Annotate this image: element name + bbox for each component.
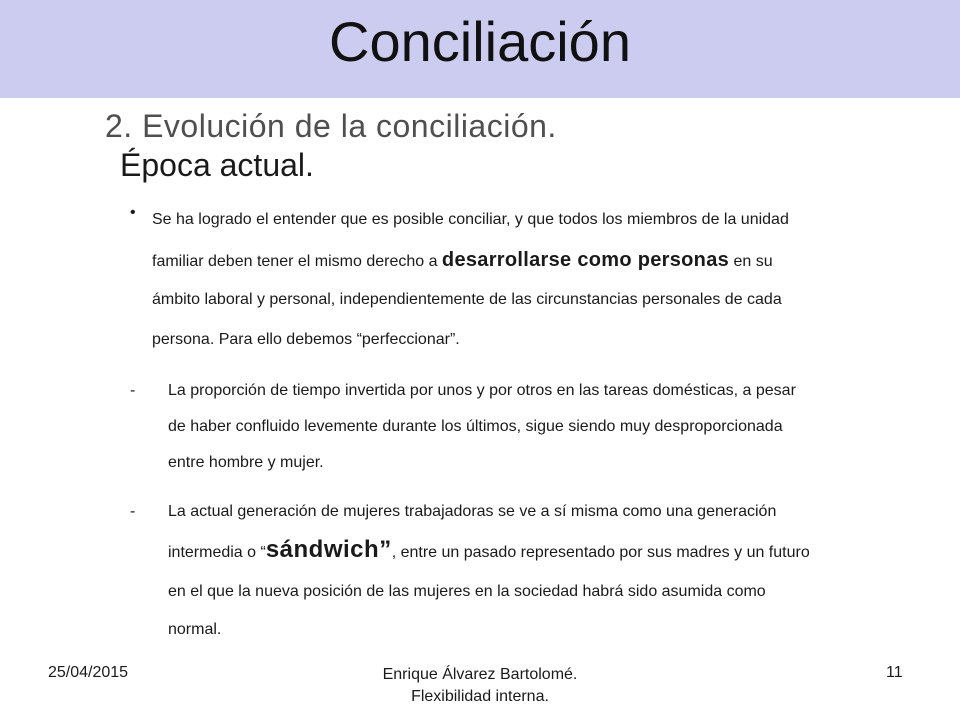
dash-line: de haber confluido levemente durante los últimos, sigue siendo muy desproporcionada <box>168 418 783 435</box>
dash-line: entre hombre y mujer. <box>168 454 324 471</box>
bullet-paragraph <box>130 200 920 360</box>
dash-paragraph-2 <box>130 493 910 649</box>
section-subheading: Época actual. <box>120 147 314 183</box>
bullet-line <box>152 240 920 280</box>
bullet-marker: • <box>130 204 136 221</box>
dash-marker: - <box>130 382 136 399</box>
dash-text-segment: , entre un pasado representado por sus madres y un futuro <box>391 544 810 561</box>
footer-author-line: Enrique Álvarez Bartolomé. <box>382 666 578 683</box>
emphasis-text: desarrollarse como personas <box>441 249 730 271</box>
dash-line: normal. <box>168 621 222 638</box>
footer-author <box>300 664 660 708</box>
bullet-line: ámbito laboral y personal, independientemente de las circunstancias personales de cada <box>152 291 782 308</box>
footer-author-line: Flexibilidad interna. <box>411 688 549 705</box>
dash-marker: - <box>130 503 136 520</box>
dash-line: La proporción de tiempo invertida por unos y por otros en las tareas domésticas, a pesar <box>168 382 796 399</box>
dash-line <box>168 531 910 573</box>
section-heading: 2. Evolución de la conciliación. <box>105 108 557 144</box>
dash-text-segment: intermedia o “ <box>168 544 266 561</box>
footer-page-number: 11 <box>886 664 903 681</box>
emphasis-text: sándwich” <box>265 536 392 563</box>
dash-line: en el que la nueva posición de las mujeres en la sociedad habrá sido asumida como <box>168 583 766 600</box>
dash-line: La actual generación de mujeres trabajadoras se ve a sí misma como una generación <box>168 503 777 520</box>
bullet-line: Se ha logrado el entender que es posible conciliar, y que todos los miembros de la unidad <box>152 211 789 228</box>
slide-title: Conciliación <box>329 10 631 73</box>
bullet-text-segment: familiar deben tener el mismo derecho a <box>152 253 442 270</box>
bullet-line: persona. Para ello debemos “perfeccionar”. <box>152 331 460 348</box>
footer-date: 25/04/2015 <box>48 664 129 681</box>
dash-paragraph-1 <box>130 373 910 481</box>
bullet-text-segment: en su <box>729 253 773 270</box>
